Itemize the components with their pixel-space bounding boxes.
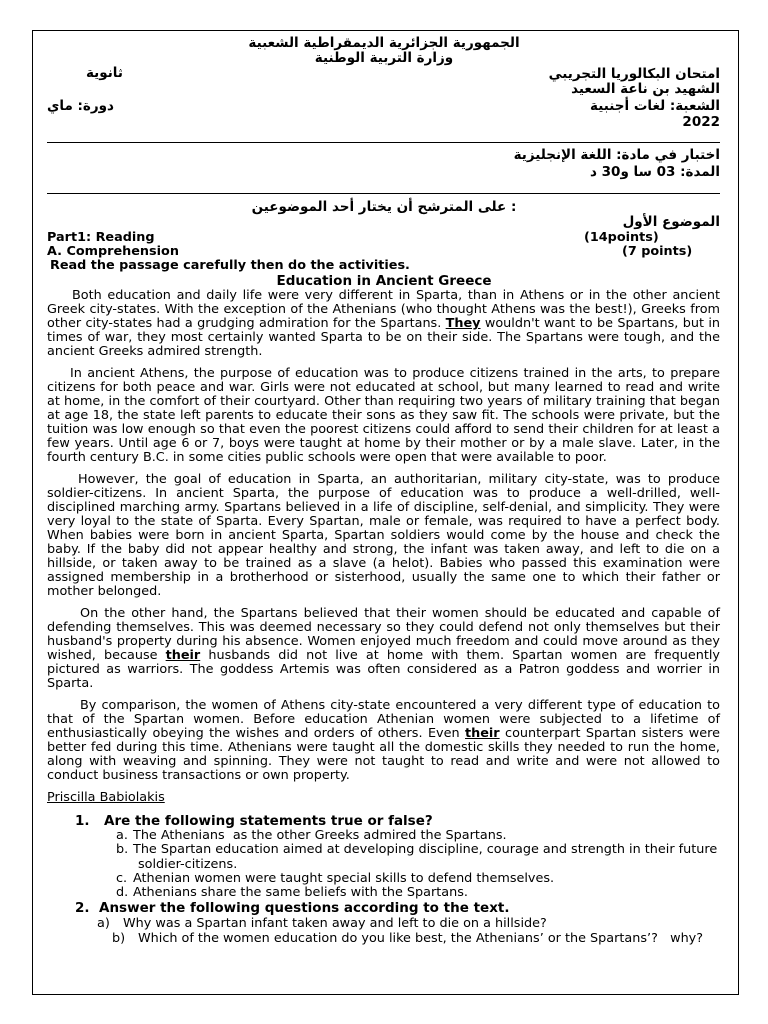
question-heading <box>47 900 727 916</box>
stream-label: الشعبة: لغات أجنبية <box>590 98 720 114</box>
question-item <box>47 886 727 900</box>
school-name: الشهيد بن ناعة السعيد <box>571 81 720 97</box>
paragraph-text: counterpart Spartan sisters were better fed during this time. Athenians were taught all the domestic skills they needed to run the home, along with weaving and spinning. They were not taught to read and write and were not allowed to conduct business transactions or own property. <box>47 726 720 783</box>
question-item <box>47 872 727 886</box>
item-text: The Spartan education aimed at developing discipline, courage and strength in their future soldier-citizens. <box>133 842 722 872</box>
question-item <box>47 931 727 946</box>
school-label: ثانوية <box>86 65 123 81</box>
topic-label: الموضوع الأول <box>622 214 720 230</box>
exam-title: امتحان البكالوريا التجريبي <box>548 66 720 82</box>
paragraph-text: husbands did not live at home with them. Spartan women are frequently pictured as warriors. The goddess Artemis was often considered as a Patron goddess and worrier in Sparta. <box>47 648 720 691</box>
subject-label: اختبار في مادة: اللغة الإنجليزية <box>513 147 720 163</box>
paragraph-text: In ancient Athens, the purpose of education was to produce citizens trained in the arts, to prepare citizens for both peace and war. Girls were not educated at school, but many learned to read and write at home, in the comfort of their courtyard. Other than requiring two years of military training that began at age 18, the state left parents to educate their sons as they saw fit. The schools were private, but the tuition was low enough so that even the poorest citizens could afford to send their children for at least a few years. Until age 6 or 7, boys were taught at home by their mother or by a male slave. Later, in the fourth century B.C. in some cities public schools were open that were available to poor. <box>47 366 720 465</box>
item-text: Athenians share the same beliefs with the Spartans. <box>133 885 468 901</box>
session-label: دورة: ماي <box>47 98 114 114</box>
exam-content <box>47 289 727 946</box>
paragraph-text: On the other hand, the Spartans believed that their women should be educated and capable of defending themselves. This was deemed necessary so they could defend not only themselves but their husband's property during his absence. Women enjoyed much freedom and could move around as they wished, because <box>47 606 720 663</box>
question-item <box>47 916 727 931</box>
question-number: 1. <box>75 813 90 829</box>
republic-heading: الجمهورية الجزائرية الديمقراطية الشعبية <box>248 35 520 51</box>
question-heading <box>47 813 727 829</box>
question-text: Answer the following questions according to the text. <box>99 900 510 917</box>
choice-instruction: : على المترشح أن يختار أحد الموضوعين <box>251 199 517 215</box>
item-marker: d. <box>116 885 129 901</box>
section-title: A. Comprehension <box>47 244 179 259</box>
ministry-heading: وزارة التربية الوطنية <box>314 50 454 66</box>
paragraph-text: However, the goal of education in Sparta, an authoritarian, military city-state, was to produce soldier-citizens. In ancient Sparta, the purpose of education was to produce a well-drilled, well-disciplined marching army. Spartans believed in a life of discipline, self-denial, and simplicity. They were very loyal to the state of Sparta. Every Spartan, male or female, was required to have a perfect body. When babies were born in ancient Sparta, Spartan soldiers would come by the house and check the baby. If the baby did not appear healthy and strong, the infant was taken away, and left to die on a hillside, or taken away to be trained as a slave (a helot). Babies who passed this examination were assigned membership in a brotherhood or sisterhood, usually the same one to which their father or mother belonged. <box>47 472 720 599</box>
item-marker: c. <box>116 870 128 886</box>
question-item <box>47 843 727 872</box>
author-name: Priscilla Babiolakis <box>47 790 165 805</box>
highlighted-word: their <box>165 648 201 663</box>
passage-paragraph <box>47 289 720 359</box>
paragraph-text: Both education and daily life were very different in Sparta, than in Athens or in the other ancient Greek city-states. With the exception of the Athenians (who thought Athens was the best!), Greeks from other city-states had a grudging admiration for the Spartans. <box>47 288 720 331</box>
passage-paragraph <box>47 607 720 691</box>
question-item <box>47 829 727 843</box>
section-points: (7 points) <box>622 244 693 259</box>
header-divider <box>47 142 720 143</box>
item-marker: a) <box>97 916 110 932</box>
item-marker: b) <box>112 931 126 947</box>
highlighted-word: their <box>465 726 500 741</box>
duration-label: المدة: 03 سا و30 د <box>590 164 720 180</box>
item-marker: a. <box>116 828 128 843</box>
question-text: Are the following statements true or false? <box>104 813 433 829</box>
passage-paragraph <box>47 367 720 465</box>
question-number: 2. <box>75 900 90 917</box>
part-points: (14points) <box>584 230 659 245</box>
exam-year: 2022 <box>682 114 720 130</box>
passage-title: Education in Ancient Greece <box>276 273 492 289</box>
item-text: Athenian women were taught special skills to defend themselves. <box>133 870 555 886</box>
reading-instruction: Read the passage carefully then do the activities. <box>50 258 410 273</box>
highlighted-word: They <box>445 316 481 331</box>
section-divider <box>47 193 720 194</box>
paragraph-text: wouldn't want to be Spartans, but in times of war, they most certainly wanted Sparta to be on their side. The Spartans were tough, and the ancient Greeks admired strength. <box>47 316 720 359</box>
reading-passage <box>47 289 720 805</box>
passage-author <box>47 791 720 805</box>
passage-paragraph <box>47 699 720 783</box>
part-title: Part1: Reading <box>47 230 155 245</box>
paragraph-text: By comparison, the women of Athens city-state encountered a very different type of education to that of the Spartan women. Before education Athenian women were subjected to a lifetime of enthusiastically obeying the wishes and orders of others. Even <box>47 698 720 741</box>
item-marker: b. <box>116 842 129 858</box>
item-text: Which of the women education do you like best, the Athenians’ or the Spartans’? why? <box>138 931 704 947</box>
item-text: The Athenians as the other Greeks admired the Spartans. <box>133 828 507 843</box>
item-text: Why was a Spartan infant taken away and left to die on a hillside? <box>123 916 547 932</box>
passage-paragraph <box>47 473 720 599</box>
